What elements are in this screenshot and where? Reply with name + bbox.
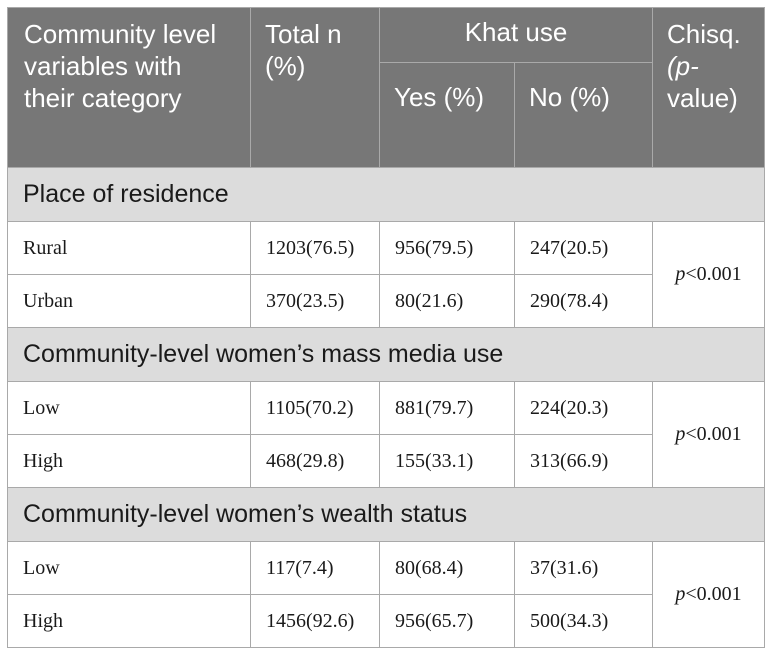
table-row [8, 382, 765, 435]
khat-use-table [7, 7, 765, 648]
cell-yes: 881(79.7) [380, 382, 515, 435]
section-row-mass-media [8, 328, 765, 382]
cell-yes: 956(79.5) [380, 222, 515, 275]
p-number: <0.001 [685, 263, 742, 285]
section-row-residence [8, 168, 765, 222]
p-number: <0.001 [685, 583, 742, 605]
row-label: Low [8, 382, 251, 435]
cell-p-value [653, 542, 765, 648]
cell-yes: 155(33.1) [380, 435, 515, 488]
row-label: Low [8, 542, 251, 595]
header-chisq-p: (p- [667, 51, 699, 81]
cell-total: 1105(70.2) [251, 382, 380, 435]
cell-total: 1456(92.6) [251, 595, 380, 648]
table-row [8, 542, 765, 595]
cell-total: 117(7.4) [251, 542, 380, 595]
table-row [8, 222, 765, 275]
p-letter: p [675, 583, 686, 605]
row-label: Urban [8, 275, 251, 328]
header-chisq [653, 8, 765, 168]
header-total: Total n (%) [251, 8, 380, 168]
cell-total: 1203(76.5) [251, 222, 380, 275]
cell-yes: 80(21.6) [380, 275, 515, 328]
table-row [8, 595, 765, 648]
table-row [8, 435, 765, 488]
p-number: <0.001 [685, 423, 742, 445]
cell-p-value [653, 382, 765, 488]
p-letter: p [675, 263, 686, 285]
cell-no: 247(20.5) [515, 222, 653, 275]
cell-no: 313(66.9) [515, 435, 653, 488]
header-variables: Community level variables with their category [8, 8, 251, 168]
table-row [8, 275, 765, 328]
cell-no: 500(34.3) [515, 595, 653, 648]
section-title: Community-level women’s mass media use [8, 328, 765, 382]
p-letter: p [675, 423, 686, 445]
header-row-1 [8, 8, 765, 63]
cell-no: 224(20.3) [515, 382, 653, 435]
section-title: Community-level women’s wealth status [8, 488, 765, 542]
cell-no: 290(78.4) [515, 275, 653, 328]
header-khat-use: Khat use [380, 8, 653, 63]
row-label: High [8, 435, 251, 488]
cell-p-value [653, 222, 765, 328]
cell-yes: 956(65.7) [380, 595, 515, 648]
header-yes: Yes (%) [380, 63, 515, 168]
row-label: Rural [8, 222, 251, 275]
header-chisq-suffix: value) [667, 83, 738, 113]
section-row-wealth [8, 488, 765, 542]
header-chisq-prefix: Chisq. [667, 19, 741, 49]
cell-total: 370(23.5) [251, 275, 380, 328]
cell-yes: 80(68.4) [380, 542, 515, 595]
header-no: No (%) [515, 63, 653, 168]
cell-no: 37(31.6) [515, 542, 653, 595]
cell-total: 468(29.8) [251, 435, 380, 488]
section-title: Place of residence [8, 168, 765, 222]
row-label: High [8, 595, 251, 648]
